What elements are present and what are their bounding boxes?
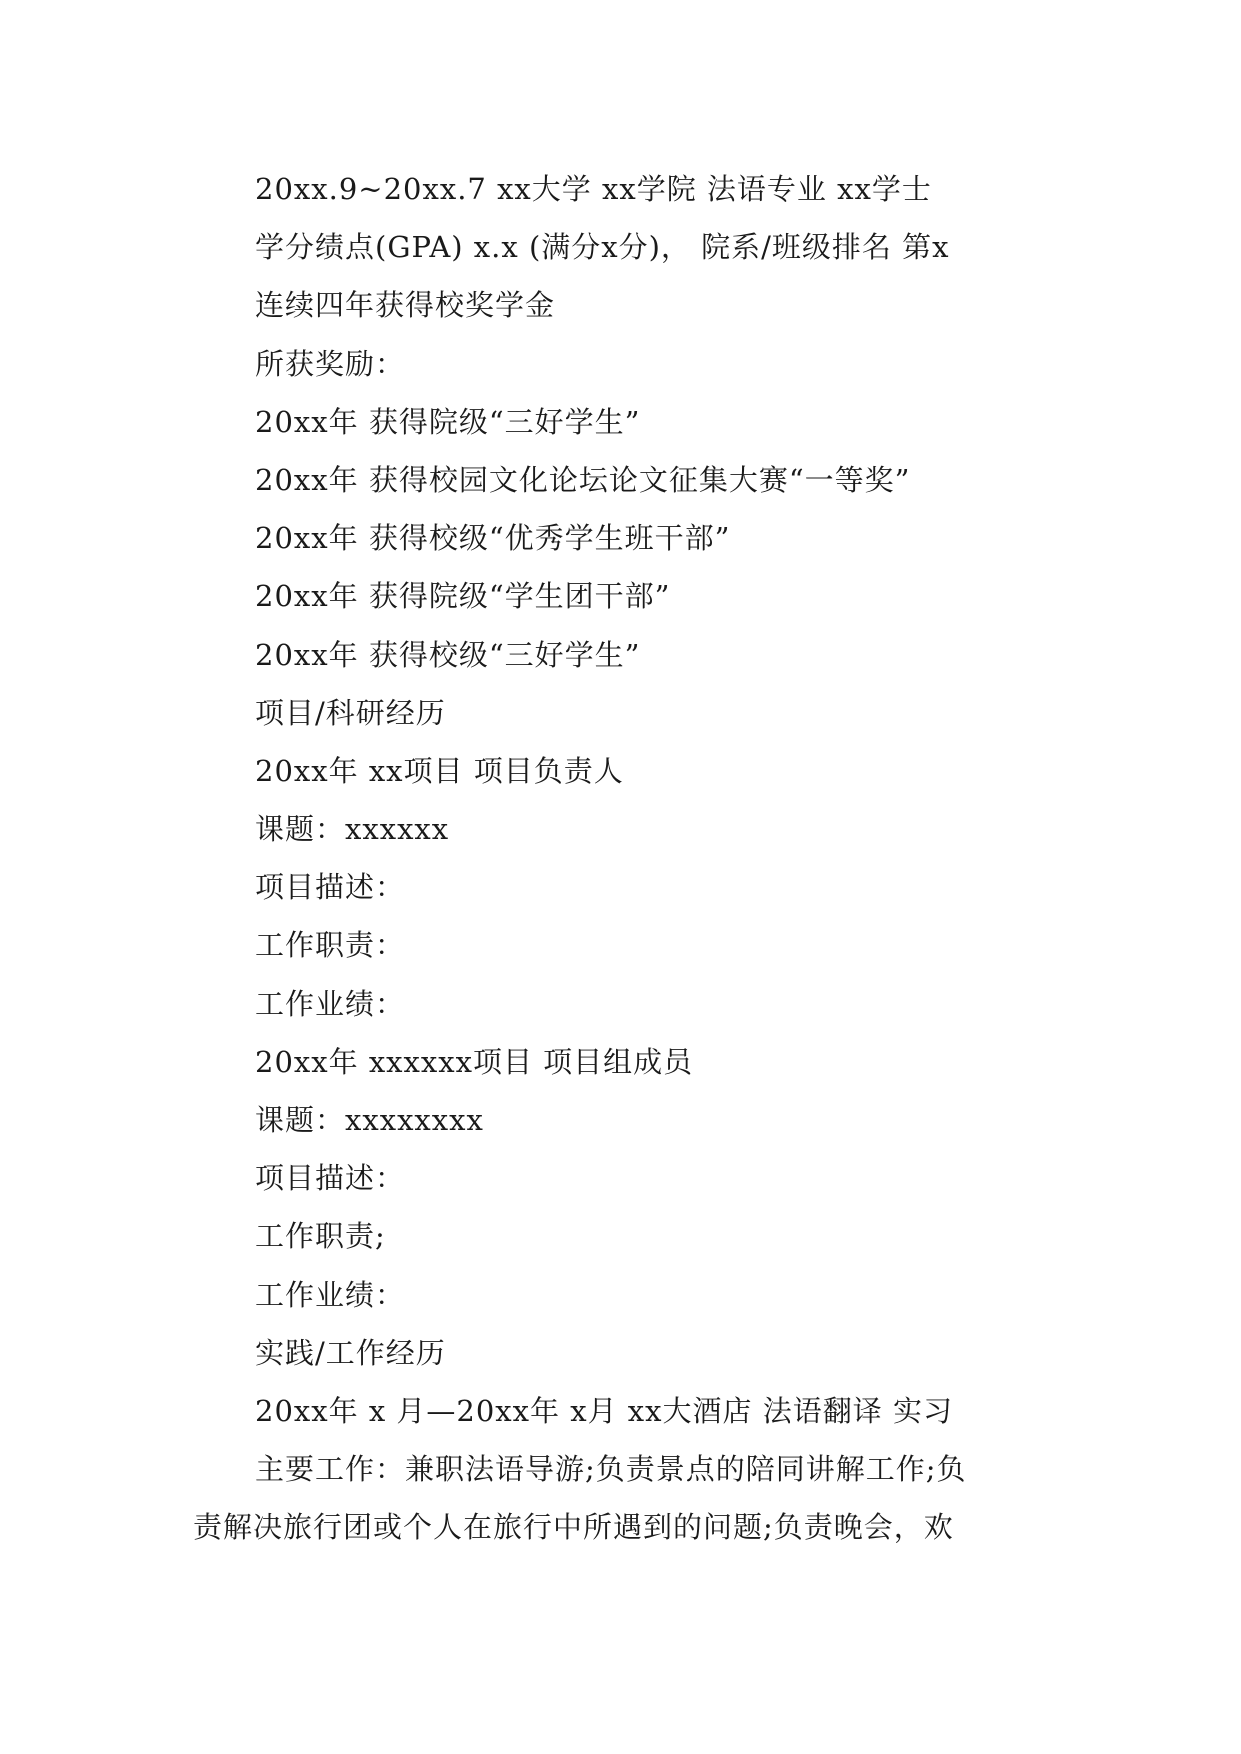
scholarship-line: 连续四年获得校奖学金 (255, 288, 556, 323)
award-item: 20xx年 获得院级“学生团干部” (255, 579, 671, 614)
work-experience-heading: 实践/工作经历 (255, 1335, 446, 1370)
work-title-line: 20xx年 x 月—20xx年 x月 xx大酒店 法语翻译 实习 (255, 1393, 953, 1428)
gpa-line: 学分绩点(GPA) x.x (满分x分)， 院系/班级排名 第x (255, 230, 950, 265)
award-item: 20xx年 获得校级“三好学生” (255, 637, 641, 672)
project-title-line: 20xx年 xxxxxx项目 项目组成员 (255, 1044, 694, 1079)
work-duties-continuation: 责解决旅行团或个人在旅行中所遇到的问题;负责晚会，欢 (193, 1510, 954, 1545)
project-results-label: 工作业绩： (255, 1277, 406, 1312)
project-topic-line: 课题：xxxxxx (255, 812, 450, 847)
project-duties-label: 工作职责： (255, 928, 406, 963)
project-description-label: 项目描述： (255, 1161, 406, 1196)
work-duties-line: 主要工作：兼职法语导游;负责景点的陪同讲解工作;负 (255, 1452, 967, 1487)
research-heading: 项目/科研经历 (255, 695, 446, 730)
project-description-label: 项目描述： (255, 870, 406, 905)
education-line: 20xx.9~20xx.7 xx大学 xx学院 法语专业 xx学士 (255, 172, 932, 206)
award-item: 20xx年 获得校园文化论坛论文征集大赛“一等奖” (255, 462, 911, 497)
award-item: 20xx年 获得校级“优秀学生班干部” (255, 521, 731, 556)
project-results-label: 工作业绩： (255, 986, 406, 1021)
award-item: 20xx年 获得院级“三好学生” (255, 404, 641, 439)
project-topic-line: 课题：xxxxxxxx (255, 1103, 484, 1137)
project-title-line: 20xx年 xx项目 项目负责人 (255, 753, 624, 788)
project-duties-label: 工作职责; (255, 1219, 386, 1254)
awards-heading: 所获奖励： (255, 346, 406, 381)
document-body (193, 160, 1053, 1557)
